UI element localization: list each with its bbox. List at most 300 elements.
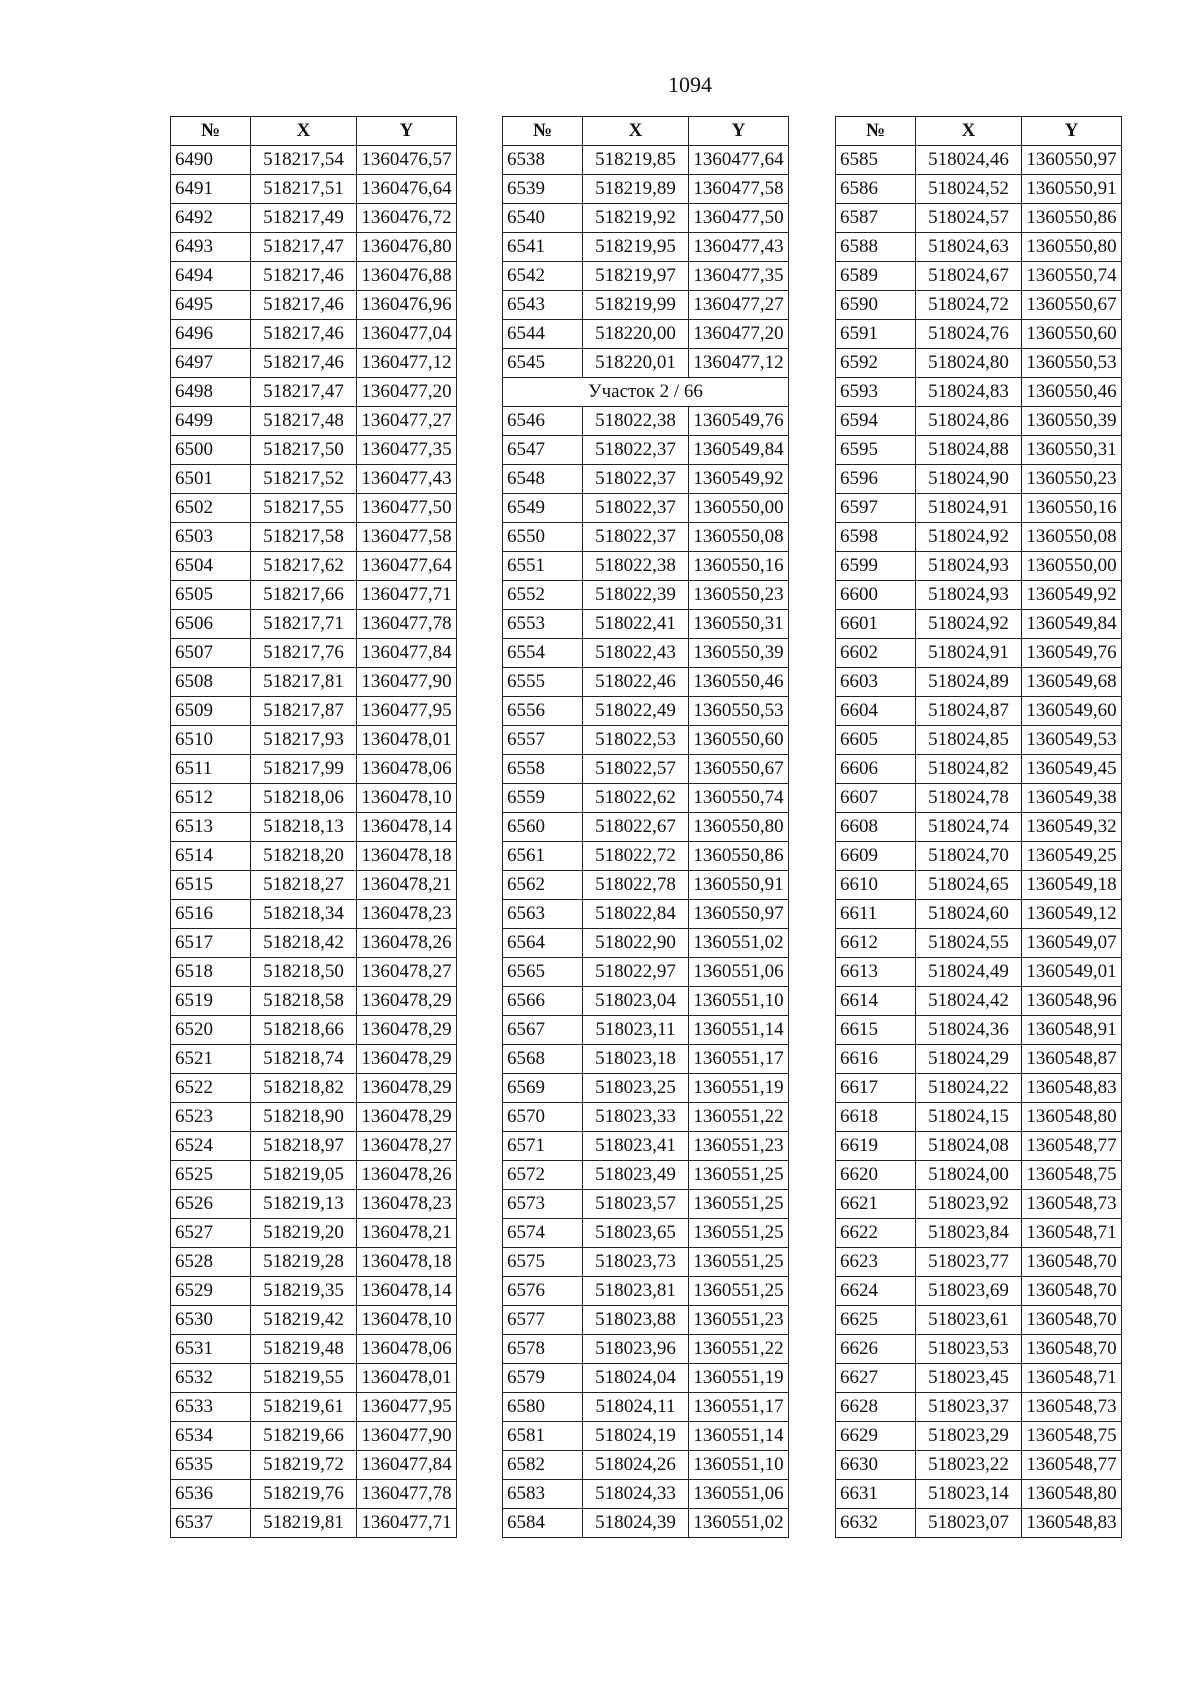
table-row xyxy=(836,552,1122,581)
y-value: 1360551,06 xyxy=(689,1480,789,1509)
table-row xyxy=(171,378,457,407)
y-value: 1360550,31 xyxy=(689,610,789,639)
x-value: 518024,55 xyxy=(916,929,1022,958)
x-value: 518218,06 xyxy=(251,784,357,813)
point-number: 6526 xyxy=(171,1190,251,1219)
x-value: 518219,61 xyxy=(251,1393,357,1422)
point-number: 6501 xyxy=(171,465,251,494)
table-row xyxy=(836,581,1122,610)
table-row xyxy=(503,494,789,523)
point-number: 6500 xyxy=(171,436,251,465)
y-value: 1360550,39 xyxy=(1022,407,1122,436)
point-number: 6589 xyxy=(836,262,916,291)
column-header-x: X xyxy=(916,117,1022,146)
table-row xyxy=(503,407,789,436)
table-row xyxy=(836,1103,1122,1132)
x-value: 518218,82 xyxy=(251,1074,357,1103)
y-value: 1360548,73 xyxy=(1022,1393,1122,1422)
column-header-x: X xyxy=(583,117,689,146)
y-value: 1360478,29 xyxy=(357,1103,457,1132)
y-value: 1360548,80 xyxy=(1022,1103,1122,1132)
point-number: 6591 xyxy=(836,320,916,349)
point-number: 6606 xyxy=(836,755,916,784)
point-number: 6603 xyxy=(836,668,916,697)
table-row xyxy=(171,1132,457,1161)
x-value: 518217,99 xyxy=(251,755,357,784)
point-number: 6602 xyxy=(836,639,916,668)
x-value: 518219,76 xyxy=(251,1480,357,1509)
point-number: 6594 xyxy=(836,407,916,436)
y-value: 1360550,60 xyxy=(1022,320,1122,349)
x-value: 518217,52 xyxy=(251,465,357,494)
point-number: 6490 xyxy=(171,146,251,175)
y-value: 1360550,39 xyxy=(689,639,789,668)
y-value: 1360551,25 xyxy=(689,1161,789,1190)
x-value: 518022,43 xyxy=(583,639,689,668)
x-value: 518220,01 xyxy=(583,349,689,378)
y-value: 1360477,50 xyxy=(357,494,457,523)
x-value: 518218,34 xyxy=(251,900,357,929)
table-row xyxy=(171,813,457,842)
y-value: 1360548,70 xyxy=(1022,1306,1122,1335)
point-number: 6543 xyxy=(503,291,583,320)
x-value: 518024,74 xyxy=(916,813,1022,842)
y-value: 1360550,53 xyxy=(689,697,789,726)
x-value: 518024,90 xyxy=(916,465,1022,494)
y-value: 1360550,86 xyxy=(689,842,789,871)
table-row xyxy=(836,465,1122,494)
point-number: 6629 xyxy=(836,1422,916,1451)
y-value: 1360550,60 xyxy=(689,726,789,755)
point-number: 6514 xyxy=(171,842,251,871)
point-number: 6539 xyxy=(503,175,583,204)
x-value: 518217,58 xyxy=(251,523,357,552)
table-row xyxy=(836,668,1122,697)
y-value: 1360478,27 xyxy=(357,1132,457,1161)
y-value: 1360551,02 xyxy=(689,929,789,958)
x-value: 518218,74 xyxy=(251,1045,357,1074)
point-number: 6593 xyxy=(836,378,916,407)
table-row xyxy=(171,958,457,987)
y-value: 1360551,22 xyxy=(689,1103,789,1132)
point-number: 6610 xyxy=(836,871,916,900)
point-number: 6552 xyxy=(503,581,583,610)
point-number: 6504 xyxy=(171,552,251,581)
table-row xyxy=(836,610,1122,639)
point-number: 6506 xyxy=(171,610,251,639)
x-value: 518024,15 xyxy=(916,1103,1022,1132)
point-number: 6627 xyxy=(836,1364,916,1393)
x-value: 518024,57 xyxy=(916,204,1022,233)
x-value: 518217,47 xyxy=(251,233,357,262)
x-value: 518219,66 xyxy=(251,1422,357,1451)
table-row xyxy=(171,871,457,900)
y-value: 1360550,23 xyxy=(689,581,789,610)
y-value: 1360477,20 xyxy=(689,320,789,349)
column-header-number: № xyxy=(503,117,583,146)
y-value: 1360478,23 xyxy=(357,900,457,929)
point-number: 6555 xyxy=(503,668,583,697)
x-value: 518217,50 xyxy=(251,436,357,465)
point-number: 6550 xyxy=(503,523,583,552)
x-value: 518219,72 xyxy=(251,1451,357,1480)
x-value: 518024,29 xyxy=(916,1045,1022,1074)
table-row xyxy=(836,204,1122,233)
y-value: 1360551,02 xyxy=(689,1509,789,1538)
y-value: 1360551,25 xyxy=(689,1277,789,1306)
y-value: 1360477,27 xyxy=(689,291,789,320)
y-value: 1360548,73 xyxy=(1022,1190,1122,1219)
x-value: 518023,69 xyxy=(916,1277,1022,1306)
table-row xyxy=(836,958,1122,987)
point-number: 6557 xyxy=(503,726,583,755)
point-number: 6545 xyxy=(503,349,583,378)
table-row xyxy=(836,262,1122,291)
table-row xyxy=(503,1074,789,1103)
point-number: 6580 xyxy=(503,1393,583,1422)
x-value: 518217,49 xyxy=(251,204,357,233)
x-value: 518023,22 xyxy=(916,1451,1022,1480)
x-value: 518217,55 xyxy=(251,494,357,523)
x-value: 518217,46 xyxy=(251,291,357,320)
table-row xyxy=(171,1364,457,1393)
y-value: 1360478,06 xyxy=(357,1335,457,1364)
table-row xyxy=(171,1277,457,1306)
point-number: 6608 xyxy=(836,813,916,842)
y-value: 1360550,74 xyxy=(689,784,789,813)
point-number: 6609 xyxy=(836,842,916,871)
table-row xyxy=(836,1422,1122,1451)
y-value: 1360477,35 xyxy=(689,262,789,291)
y-value: 1360550,00 xyxy=(1022,552,1122,581)
table-row xyxy=(503,987,789,1016)
x-value: 518218,13 xyxy=(251,813,357,842)
table-row xyxy=(503,900,789,929)
x-value: 518024,92 xyxy=(916,610,1022,639)
y-value: 1360548,70 xyxy=(1022,1277,1122,1306)
y-value: 1360550,46 xyxy=(1022,378,1122,407)
y-value: 1360549,45 xyxy=(1022,755,1122,784)
y-value: 1360549,92 xyxy=(1022,581,1122,610)
table-row xyxy=(836,1161,1122,1190)
y-value: 1360551,22 xyxy=(689,1335,789,1364)
y-value: 1360550,97 xyxy=(1022,146,1122,175)
point-number: 6598 xyxy=(836,523,916,552)
x-value: 518023,53 xyxy=(916,1335,1022,1364)
x-value: 518219,28 xyxy=(251,1248,357,1277)
point-number: 6571 xyxy=(503,1132,583,1161)
coordinate-table-3 xyxy=(835,116,1122,1538)
table-row xyxy=(171,494,457,523)
point-number: 6630 xyxy=(836,1451,916,1480)
x-value: 518219,13 xyxy=(251,1190,357,1219)
y-value: 1360549,18 xyxy=(1022,871,1122,900)
table-row xyxy=(836,639,1122,668)
y-value: 1360478,10 xyxy=(357,1306,457,1335)
table-row xyxy=(836,1248,1122,1277)
point-number: 6581 xyxy=(503,1422,583,1451)
point-number: 6574 xyxy=(503,1219,583,1248)
table-row xyxy=(503,1509,789,1538)
table-row xyxy=(503,1132,789,1161)
x-value: 518022,72 xyxy=(583,842,689,871)
point-number: 6599 xyxy=(836,552,916,581)
x-value: 518024,88 xyxy=(916,436,1022,465)
table-row xyxy=(836,1277,1122,1306)
point-number: 6530 xyxy=(171,1306,251,1335)
point-number: 6625 xyxy=(836,1306,916,1335)
table-row xyxy=(836,784,1122,813)
table-row xyxy=(503,1277,789,1306)
table-row xyxy=(171,726,457,755)
y-value: 1360549,01 xyxy=(1022,958,1122,987)
x-value: 518024,70 xyxy=(916,842,1022,871)
y-value: 1360551,23 xyxy=(689,1132,789,1161)
table-row xyxy=(836,1335,1122,1364)
y-value: 1360551,17 xyxy=(689,1045,789,1074)
point-number: 6560 xyxy=(503,813,583,842)
x-value: 518024,93 xyxy=(916,581,1022,610)
x-value: 518022,37 xyxy=(583,494,689,523)
y-value: 1360549,84 xyxy=(1022,610,1122,639)
x-value: 518024,91 xyxy=(916,494,1022,523)
y-value: 1360476,57 xyxy=(357,146,457,175)
table-row xyxy=(836,1393,1122,1422)
table-row xyxy=(836,146,1122,175)
x-value: 518022,53 xyxy=(583,726,689,755)
point-number: 6618 xyxy=(836,1103,916,1132)
x-value: 518219,55 xyxy=(251,1364,357,1393)
point-number: 6587 xyxy=(836,204,916,233)
x-value: 518024,26 xyxy=(583,1451,689,1480)
x-value: 518023,33 xyxy=(583,1103,689,1132)
y-value: 1360477,71 xyxy=(357,1509,457,1538)
x-value: 518217,62 xyxy=(251,552,357,581)
table-row xyxy=(171,1045,457,1074)
point-number: 6569 xyxy=(503,1074,583,1103)
x-value: 518219,35 xyxy=(251,1277,357,1306)
y-value: 1360550,86 xyxy=(1022,204,1122,233)
point-number: 6578 xyxy=(503,1335,583,1364)
point-number: 6592 xyxy=(836,349,916,378)
point-number: 6570 xyxy=(503,1103,583,1132)
coordinate-table-1 xyxy=(170,116,457,1538)
y-value: 1360550,67 xyxy=(1022,291,1122,320)
y-value: 1360550,46 xyxy=(689,668,789,697)
table-row xyxy=(171,552,457,581)
x-value: 518024,91 xyxy=(916,639,1022,668)
x-value: 518023,37 xyxy=(916,1393,1022,1422)
table-row xyxy=(503,929,789,958)
point-number: 6523 xyxy=(171,1103,251,1132)
y-value: 1360551,14 xyxy=(689,1422,789,1451)
point-number: 6537 xyxy=(171,1509,251,1538)
y-value: 1360551,17 xyxy=(689,1393,789,1422)
y-value: 1360478,26 xyxy=(357,1161,457,1190)
x-value: 518022,84 xyxy=(583,900,689,929)
table-row xyxy=(171,697,457,726)
y-value: 1360549,12 xyxy=(1022,900,1122,929)
point-number: 6498 xyxy=(171,378,251,407)
point-number: 6540 xyxy=(503,204,583,233)
y-value: 1360548,77 xyxy=(1022,1132,1122,1161)
y-value: 1360549,25 xyxy=(1022,842,1122,871)
table-row xyxy=(171,1306,457,1335)
table-row xyxy=(171,436,457,465)
table-row xyxy=(503,204,789,233)
x-value: 518022,46 xyxy=(583,668,689,697)
table-row xyxy=(836,1132,1122,1161)
table-row xyxy=(171,320,457,349)
x-value: 518219,97 xyxy=(583,262,689,291)
point-number: 6566 xyxy=(503,987,583,1016)
y-value: 1360549,84 xyxy=(689,436,789,465)
point-number: 6511 xyxy=(171,755,251,784)
y-value: 1360551,23 xyxy=(689,1306,789,1335)
point-number: 6554 xyxy=(503,639,583,668)
table-row xyxy=(171,1509,457,1538)
table-row xyxy=(503,581,789,610)
point-number: 6538 xyxy=(503,146,583,175)
y-value: 1360477,95 xyxy=(357,697,457,726)
column-header-number: № xyxy=(171,117,251,146)
x-value: 518219,99 xyxy=(583,291,689,320)
y-value: 1360550,91 xyxy=(689,871,789,900)
table-row xyxy=(836,175,1122,204)
y-value: 1360477,64 xyxy=(689,146,789,175)
point-number: 6508 xyxy=(171,668,251,697)
table-row xyxy=(503,755,789,784)
point-number: 6614 xyxy=(836,987,916,1016)
y-value: 1360550,16 xyxy=(689,552,789,581)
point-number: 6527 xyxy=(171,1219,251,1248)
x-value: 518218,66 xyxy=(251,1016,357,1045)
table-row xyxy=(836,523,1122,552)
table-row xyxy=(503,1103,789,1132)
table-row xyxy=(171,1074,457,1103)
table-row xyxy=(171,146,457,175)
y-value: 1360548,96 xyxy=(1022,987,1122,1016)
point-number: 6551 xyxy=(503,552,583,581)
point-number: 6588 xyxy=(836,233,916,262)
header-row xyxy=(836,117,1122,146)
x-value: 518024,19 xyxy=(583,1422,689,1451)
point-number: 6503 xyxy=(171,523,251,552)
x-value: 518022,37 xyxy=(583,523,689,552)
point-number: 6561 xyxy=(503,842,583,871)
table-row xyxy=(836,436,1122,465)
y-value: 1360477,20 xyxy=(357,378,457,407)
point-number: 6525 xyxy=(171,1161,251,1190)
point-number: 6534 xyxy=(171,1422,251,1451)
table-row xyxy=(836,1074,1122,1103)
table-row xyxy=(836,407,1122,436)
table-row xyxy=(503,784,789,813)
x-value: 518219,92 xyxy=(583,204,689,233)
x-value: 518217,46 xyxy=(251,262,357,291)
point-number: 6524 xyxy=(171,1132,251,1161)
x-value: 518023,04 xyxy=(583,987,689,1016)
point-number: 6513 xyxy=(171,813,251,842)
table-row xyxy=(836,1451,1122,1480)
x-value: 518023,49 xyxy=(583,1161,689,1190)
x-value: 518022,57 xyxy=(583,755,689,784)
x-value: 518023,73 xyxy=(583,1248,689,1277)
y-value: 1360551,10 xyxy=(689,1451,789,1480)
y-value: 1360548,83 xyxy=(1022,1074,1122,1103)
point-number: 6505 xyxy=(171,581,251,610)
x-value: 518024,42 xyxy=(916,987,1022,1016)
point-number: 6582 xyxy=(503,1451,583,1480)
table-row xyxy=(503,436,789,465)
point-number: 6493 xyxy=(171,233,251,262)
point-number: 6509 xyxy=(171,697,251,726)
table-row xyxy=(503,1393,789,1422)
table-row xyxy=(836,987,1122,1016)
point-number: 6623 xyxy=(836,1248,916,1277)
point-number: 6572 xyxy=(503,1161,583,1190)
point-number: 6605 xyxy=(836,726,916,755)
y-value: 1360550,67 xyxy=(689,755,789,784)
x-value: 518218,50 xyxy=(251,958,357,987)
section-row xyxy=(503,378,789,407)
x-value: 518024,65 xyxy=(916,871,1022,900)
table-row xyxy=(503,958,789,987)
point-number: 6522 xyxy=(171,1074,251,1103)
table-row xyxy=(171,523,457,552)
x-value: 518022,78 xyxy=(583,871,689,900)
x-value: 518220,00 xyxy=(583,320,689,349)
y-value: 1360551,19 xyxy=(689,1074,789,1103)
point-number: 6532 xyxy=(171,1364,251,1393)
y-value: 1360478,23 xyxy=(357,1190,457,1219)
table-row xyxy=(836,755,1122,784)
y-value: 1360549,38 xyxy=(1022,784,1122,813)
point-number: 6491 xyxy=(171,175,251,204)
x-value: 518024,04 xyxy=(583,1364,689,1393)
x-value: 518022,67 xyxy=(583,813,689,842)
table-row xyxy=(171,668,457,697)
point-number: 6502 xyxy=(171,494,251,523)
table-row xyxy=(171,1190,457,1219)
x-value: 518024,22 xyxy=(916,1074,1022,1103)
point-number: 6613 xyxy=(836,958,916,987)
x-value: 518217,81 xyxy=(251,668,357,697)
coordinate-table-2 xyxy=(502,116,789,1538)
y-value: 1360549,07 xyxy=(1022,929,1122,958)
x-value: 518023,41 xyxy=(583,1132,689,1161)
point-number: 6617 xyxy=(836,1074,916,1103)
table-row xyxy=(171,291,457,320)
point-number: 6583 xyxy=(503,1480,583,1509)
x-value: 518217,46 xyxy=(251,320,357,349)
y-value: 1360478,29 xyxy=(357,1074,457,1103)
y-value: 1360548,91 xyxy=(1022,1016,1122,1045)
x-value: 518219,85 xyxy=(583,146,689,175)
x-value: 518217,48 xyxy=(251,407,357,436)
point-number: 6631 xyxy=(836,1480,916,1509)
table-row xyxy=(836,842,1122,871)
x-value: 518217,54 xyxy=(251,146,357,175)
point-number: 6548 xyxy=(503,465,583,494)
x-value: 518024,89 xyxy=(916,668,1022,697)
table-row xyxy=(836,1480,1122,1509)
y-value: 1360478,26 xyxy=(357,929,457,958)
x-value: 518023,25 xyxy=(583,1074,689,1103)
table-row xyxy=(836,1219,1122,1248)
point-number: 6619 xyxy=(836,1132,916,1161)
table-row xyxy=(836,726,1122,755)
